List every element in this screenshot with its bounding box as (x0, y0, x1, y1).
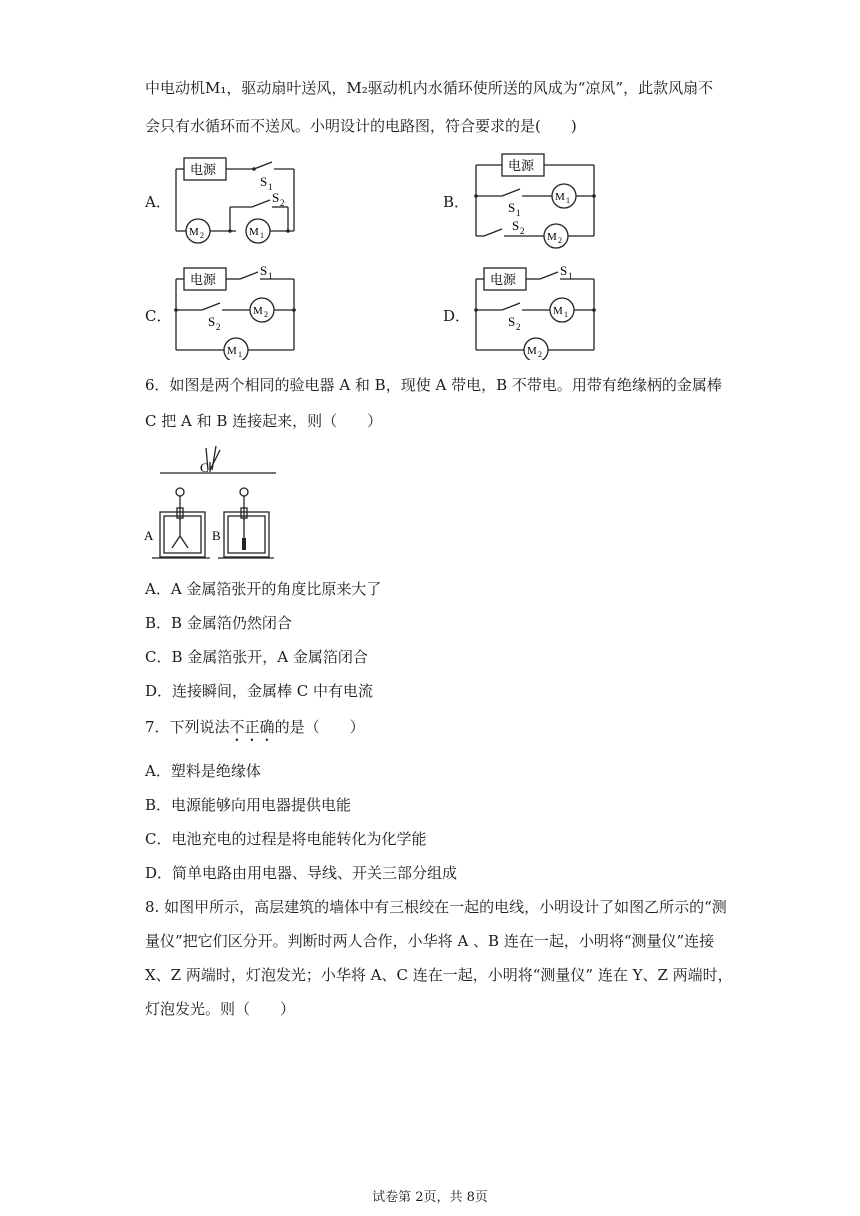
svg-text:S: S (508, 314, 516, 329)
q5-option-c-label: C． (145, 307, 172, 325)
q5-option-b-label: B． (443, 193, 470, 211)
q5-option-d-label: D． (443, 307, 471, 325)
svg-text:M: M (253, 305, 263, 317)
svg-text:2: 2 (520, 226, 525, 236)
svg-text:1: 1 (516, 208, 521, 218)
svg-text:M: M (527, 345, 537, 357)
svg-text:2: 2 (264, 310, 268, 319)
fig-label-b: B (212, 528, 221, 543)
circuit-diagram-d (470, 260, 610, 360)
q6-option-d: D．连接瞬间，金属棒 C 中有电流 (145, 682, 374, 700)
q6-line-2: C 把 A 和 B 连接起来，则（ ） (145, 412, 383, 430)
power-label: 电源 (190, 162, 217, 177)
q7-option-d: D．简单电路由用电器、导线、开关三部分组成 (145, 864, 458, 882)
q7-stem (145, 716, 365, 745)
svg-text:1: 1 (568, 271, 573, 281)
svg-text:M: M (189, 226, 199, 238)
q7-stem-emphasis: 不正确 (229, 718, 275, 736)
svg-text:1: 1 (566, 196, 570, 205)
q7-stem-prefix: 7．下列说法 (145, 718, 230, 736)
svg-text:1: 1 (268, 271, 273, 281)
q5-line-2: 会只有水循环而不送风。小明设计的电路图，符合要求的是( ) (145, 117, 577, 135)
svg-text:S: S (272, 190, 280, 205)
svg-text:2: 2 (538, 350, 542, 359)
circuit-diagram-b (470, 150, 610, 250)
svg-text:2: 2 (516, 322, 521, 332)
svg-text:1: 1 (260, 231, 264, 240)
svg-text:1: 1 (238, 350, 242, 359)
q6-line-1: 6．如图是两个相同的验电器 A 和 B，现使 A 带电，B 不带电。用带有绝缘柄的金属棒 (145, 376, 722, 394)
fig-label-c: C (200, 460, 209, 475)
svg-text:M: M (555, 191, 565, 203)
svg-text:M: M (553, 305, 563, 317)
q5-option-a-label: A． (145, 193, 171, 211)
electroscope-figure (140, 440, 285, 570)
svg-text:S: S (508, 200, 516, 215)
q8-line-3: X、Z 两端时，灯泡发光；小华将 A、C 连在一起，小明将“测量仪” 连在 Y、Z 两端时， (145, 966, 733, 984)
q8-line-1: 8. 如图甲所示，高层建筑的墙体中有三根绞在一起的电线，小明设计了如图乙所示的“测 (145, 898, 727, 916)
svg-text:2: 2 (200, 231, 204, 240)
svg-text:S: S (260, 263, 268, 278)
svg-text:S: S (260, 174, 268, 189)
fig-label-a: A (144, 528, 154, 543)
q6-option-c: C．B 金属箔张开，A 金属箔闭合 (145, 648, 368, 666)
q7-option-a: A．塑料是绝缘体 (145, 762, 261, 780)
circuit-diagram-a (170, 150, 310, 250)
q8-line-2: 量仪”把它们区分开。判断时两人合作，小华将 A 、B 连在一起，小明将“测量仪”连接 (145, 932, 715, 950)
svg-text:S: S (560, 263, 568, 278)
svg-text:1: 1 (564, 310, 568, 319)
svg-text:S: S (208, 314, 216, 329)
svg-text:S: S (512, 218, 520, 233)
circuit-diagram-c (170, 260, 310, 360)
svg-text:2: 2 (558, 236, 562, 245)
q6-option-a: A．A 金属箔张开的角度比原来大了 (145, 580, 382, 598)
q6-option-b: B．B 金属箔仍然闭合 (145, 614, 292, 632)
svg-text:2: 2 (280, 198, 285, 208)
q7-stem-suffix: 的是（ ） (274, 718, 365, 736)
svg-text:M: M (547, 231, 557, 243)
q8-line-4: 灯泡发光。则（ ） (145, 1000, 296, 1018)
page-footer: 试卷第 2页，共 8页 (372, 1190, 488, 1205)
svg-text:M: M (227, 345, 237, 357)
svg-text:电源: 电源 (190, 272, 217, 287)
svg-text:1: 1 (268, 182, 273, 192)
q7-option-c: C．电池充电的过程是将电能转化为化学能 (145, 830, 427, 848)
svg-text:电源: 电源 (490, 272, 517, 287)
svg-text:2: 2 (216, 322, 221, 332)
svg-text:M: M (249, 226, 259, 238)
q5-line-1: 中电动机M₁，驱动扇叶送风，M₂驱动机内水循环使所送的风成为“凉风”，此款风扇不 (145, 79, 714, 97)
svg-text:电源: 电源 (508, 158, 535, 173)
q7-option-b: B．电源能够向用电器提供电能 (145, 796, 352, 814)
